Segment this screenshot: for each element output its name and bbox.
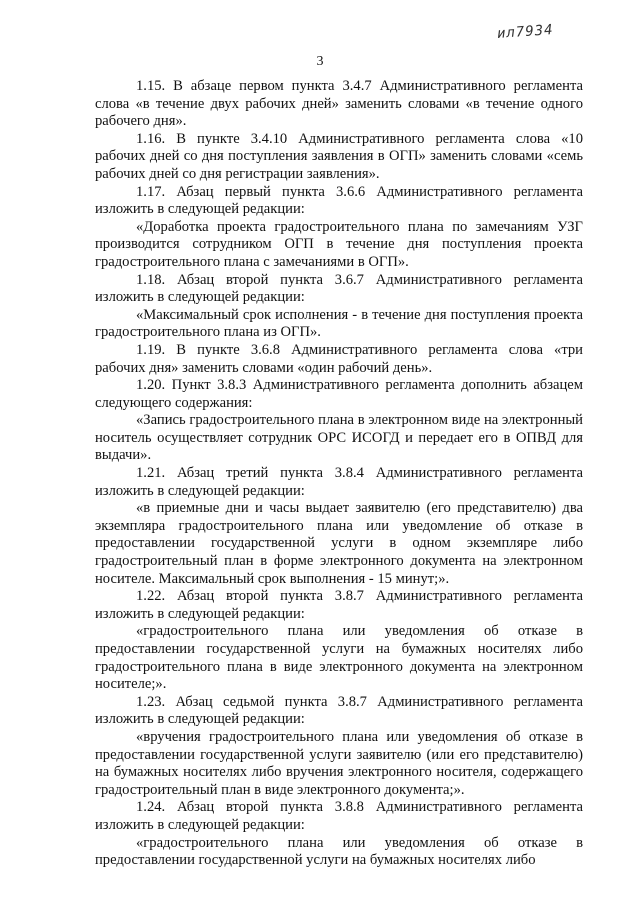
paragraph: 1.17. Абзац первый пункта 3.6.6 Административного регламента изложить в следующей редакции: xyxy=(95,183,583,218)
paragraph: 1.19. В пункте 3.6.8 Административного регламента слова «три рабочих дня» заменить словами «один рабочий день». xyxy=(95,341,583,376)
paragraph: «градостроительного плана или уведомления об отказе в предоставлении государственной услуги на бумажных носителях либо xyxy=(95,834,583,869)
page-number: 3 xyxy=(316,54,324,69)
paragraph: 1.22. Абзац второй пункта 3.8.7 Административного регламента изложить в следующей редакции: xyxy=(95,588,583,622)
paragraph: 1.20. Пункт 3.8.3 Административного регламента дополнить абзацем следующего содержания: xyxy=(95,377,583,411)
paragraph: 1.16. В пункте 3.4.10 Административного регламента слова «10 рабочих дней со дня поступления заявления в ОГП» заменить словами «семь рабочих дней со дня регистрации заявления». xyxy=(95,130,583,182)
paragraph: «вручения градостроительного плана или уведомления об отказе в предоставлении государственной услуги заявителю (или его представителю) на бумажных носителях либо вручения электронного носителя, содержащего градостроительный план в виде электронного документа;». xyxy=(95,728,583,798)
paragraph: «Доработка проекта градостроительного плана по замечаниям УЗГ производится сотрудником ОГП в течение дня поступления проекта градостроительного плана с замечаниями в ОГП». xyxy=(95,218,583,270)
handwritten-note: ил7934 xyxy=(496,22,555,42)
paragraph: 1.15. В абзаце первом пункта 3.4.7 Административного регламента слова «в течение двух рабочих дней» заменить словами «в течение одного рабочего дня». xyxy=(95,78,583,130)
paragraph: 1.21. Абзац третий пункта 3.8.4 Административного регламента изложить в следующей редакции: xyxy=(95,465,583,499)
paragraph: 1.23. Абзац седьмой пункта 3.8.7 Административного регламента изложить в следующей редакции: xyxy=(95,693,583,728)
paragraph: «Максимальный срок исполнения - в течение дня поступления проекта градостроительного плана из ОГП». xyxy=(95,306,583,341)
paragraph: 1.24. Абзац второй пункта 3.8.8 Административного регламента изложить в следующей редакции: xyxy=(95,799,583,833)
paragraph: «Запись градостроительного плана в электронном виде на электронный носитель осуществляет сотрудник ОРС ИСОГД и передает его в ОПВД для выдачи». xyxy=(95,412,583,464)
paragraph: «градостроительного плана или уведомления об отказе в предоставлении государственной услуги на бумажных носителях либо градостроительного плана в виде электронного документа на электронном носителе;». xyxy=(95,623,583,693)
paragraph: «в приемные дни и часы выдает заявителю (его представителю) два экземпляра градостроительного плана или уведомление об отказе в предоставлении государственной услуги в одном экземпляре либо градостроительный план в форме электронного документа на электронном носителе. Максимальный срок выполнения - 15 минут;». xyxy=(95,500,583,587)
document-body xyxy=(95,78,583,870)
paragraph: 1.18. Абзац второй пункта 3.6.7 Административного регламента изложить в следующей редакции: xyxy=(95,271,583,306)
